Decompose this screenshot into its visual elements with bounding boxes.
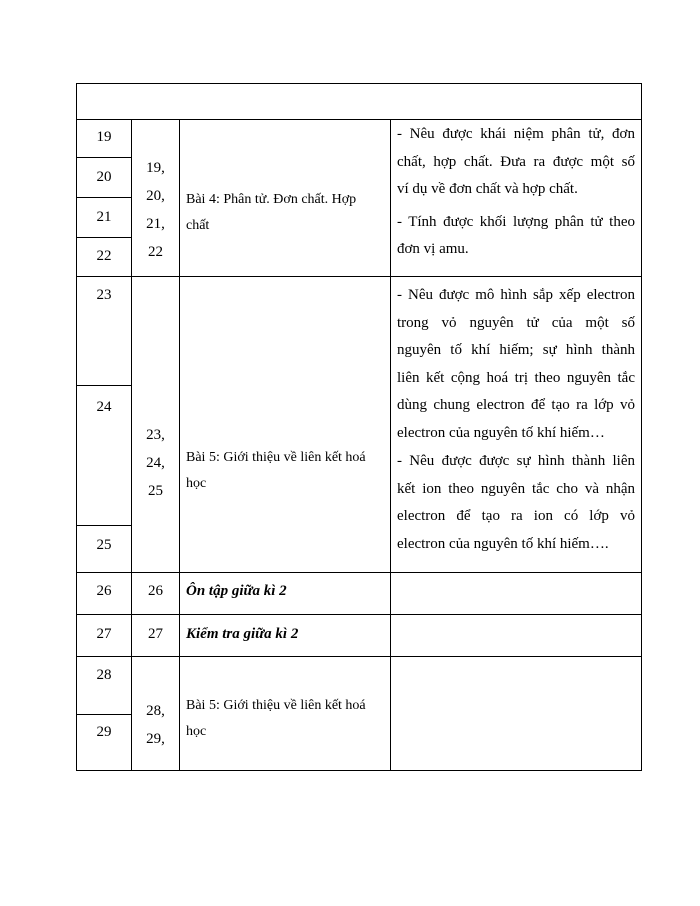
lesson-title-review: Ôn tập giữa kì 2 [186,583,287,599]
row-rule [76,714,131,715]
row-number: 26 [96,583,112,599]
table-border-bottom [76,770,642,771]
row-rule [76,656,642,657]
row-number: 19 [96,129,112,145]
lesson-title-exam: Kiểm tra giữa kì 2 [186,626,299,642]
period-group: 25 [148,483,163,499]
column-rule [390,119,391,771]
period-group: 26 [148,583,163,599]
row-number: 22 [96,248,112,264]
row-number: 21 [96,209,112,225]
lesson-title: Bài 5: Giới thiệu về liên kết hoá học [186,450,366,491]
row-rule [76,614,642,615]
row-rule [76,197,131,198]
period-group: 27 [148,626,163,642]
row-number: 27 [96,626,112,642]
row-rule [76,525,131,526]
row-number: 23 [96,287,112,303]
row-number: 24 [96,399,112,415]
period-group: 21, [146,216,165,232]
period-group: 23, [146,427,165,443]
row-number: 29 [96,724,112,740]
period-group: 29, [146,731,165,747]
requirements-text: - Nêu được khái niệm phân tử, đơn chất, hợp chất. Đưa ra được một số ví dụ về đơn chất và hợp chất. - Tính được khối lượng phân tử theo đơn vị amu. [397,126,635,257]
requirements-text: - Nêu được mô hình sắp xếp electron trong vỏ nguyên tử của một số nguyên tố khí hiếm; sự hình thành liên kết cộng hoá trị theo nguyên tắc dùng chung electron để tạo ra lớp vỏ electron của nguyên tố khí hiếm… - Nêu được được sự hình thành liên kết ion theo nguyên tắc cho và nhận electron để tạo ra ion có lớp vỏ electron của nguyên tố khí hiếm…. [397,287,635,552]
row-number: 20 [96,169,112,185]
row-rule [76,385,131,386]
table-header-rule [76,119,642,120]
period-group: 20, [146,188,165,204]
period-group: 22 [148,244,163,260]
row-rule [76,572,642,573]
table-border-top [76,83,642,84]
lesson-title: Bài 5: Giới thiệu về liên kết hoá học [186,698,366,739]
period-group: 24, [146,455,165,471]
period-group: 19, [146,160,165,176]
table-border-right [641,83,642,771]
column-rule [179,119,180,771]
row-rule [76,157,131,158]
period-group: 28, [146,703,165,719]
row-number: 25 [96,537,112,553]
row-rule [76,276,642,277]
lesson-title: Bài 4: Phân tử. Đơn chất. Hợp chất [186,192,357,233]
row-rule [76,237,131,238]
row-number: 28 [96,667,112,683]
